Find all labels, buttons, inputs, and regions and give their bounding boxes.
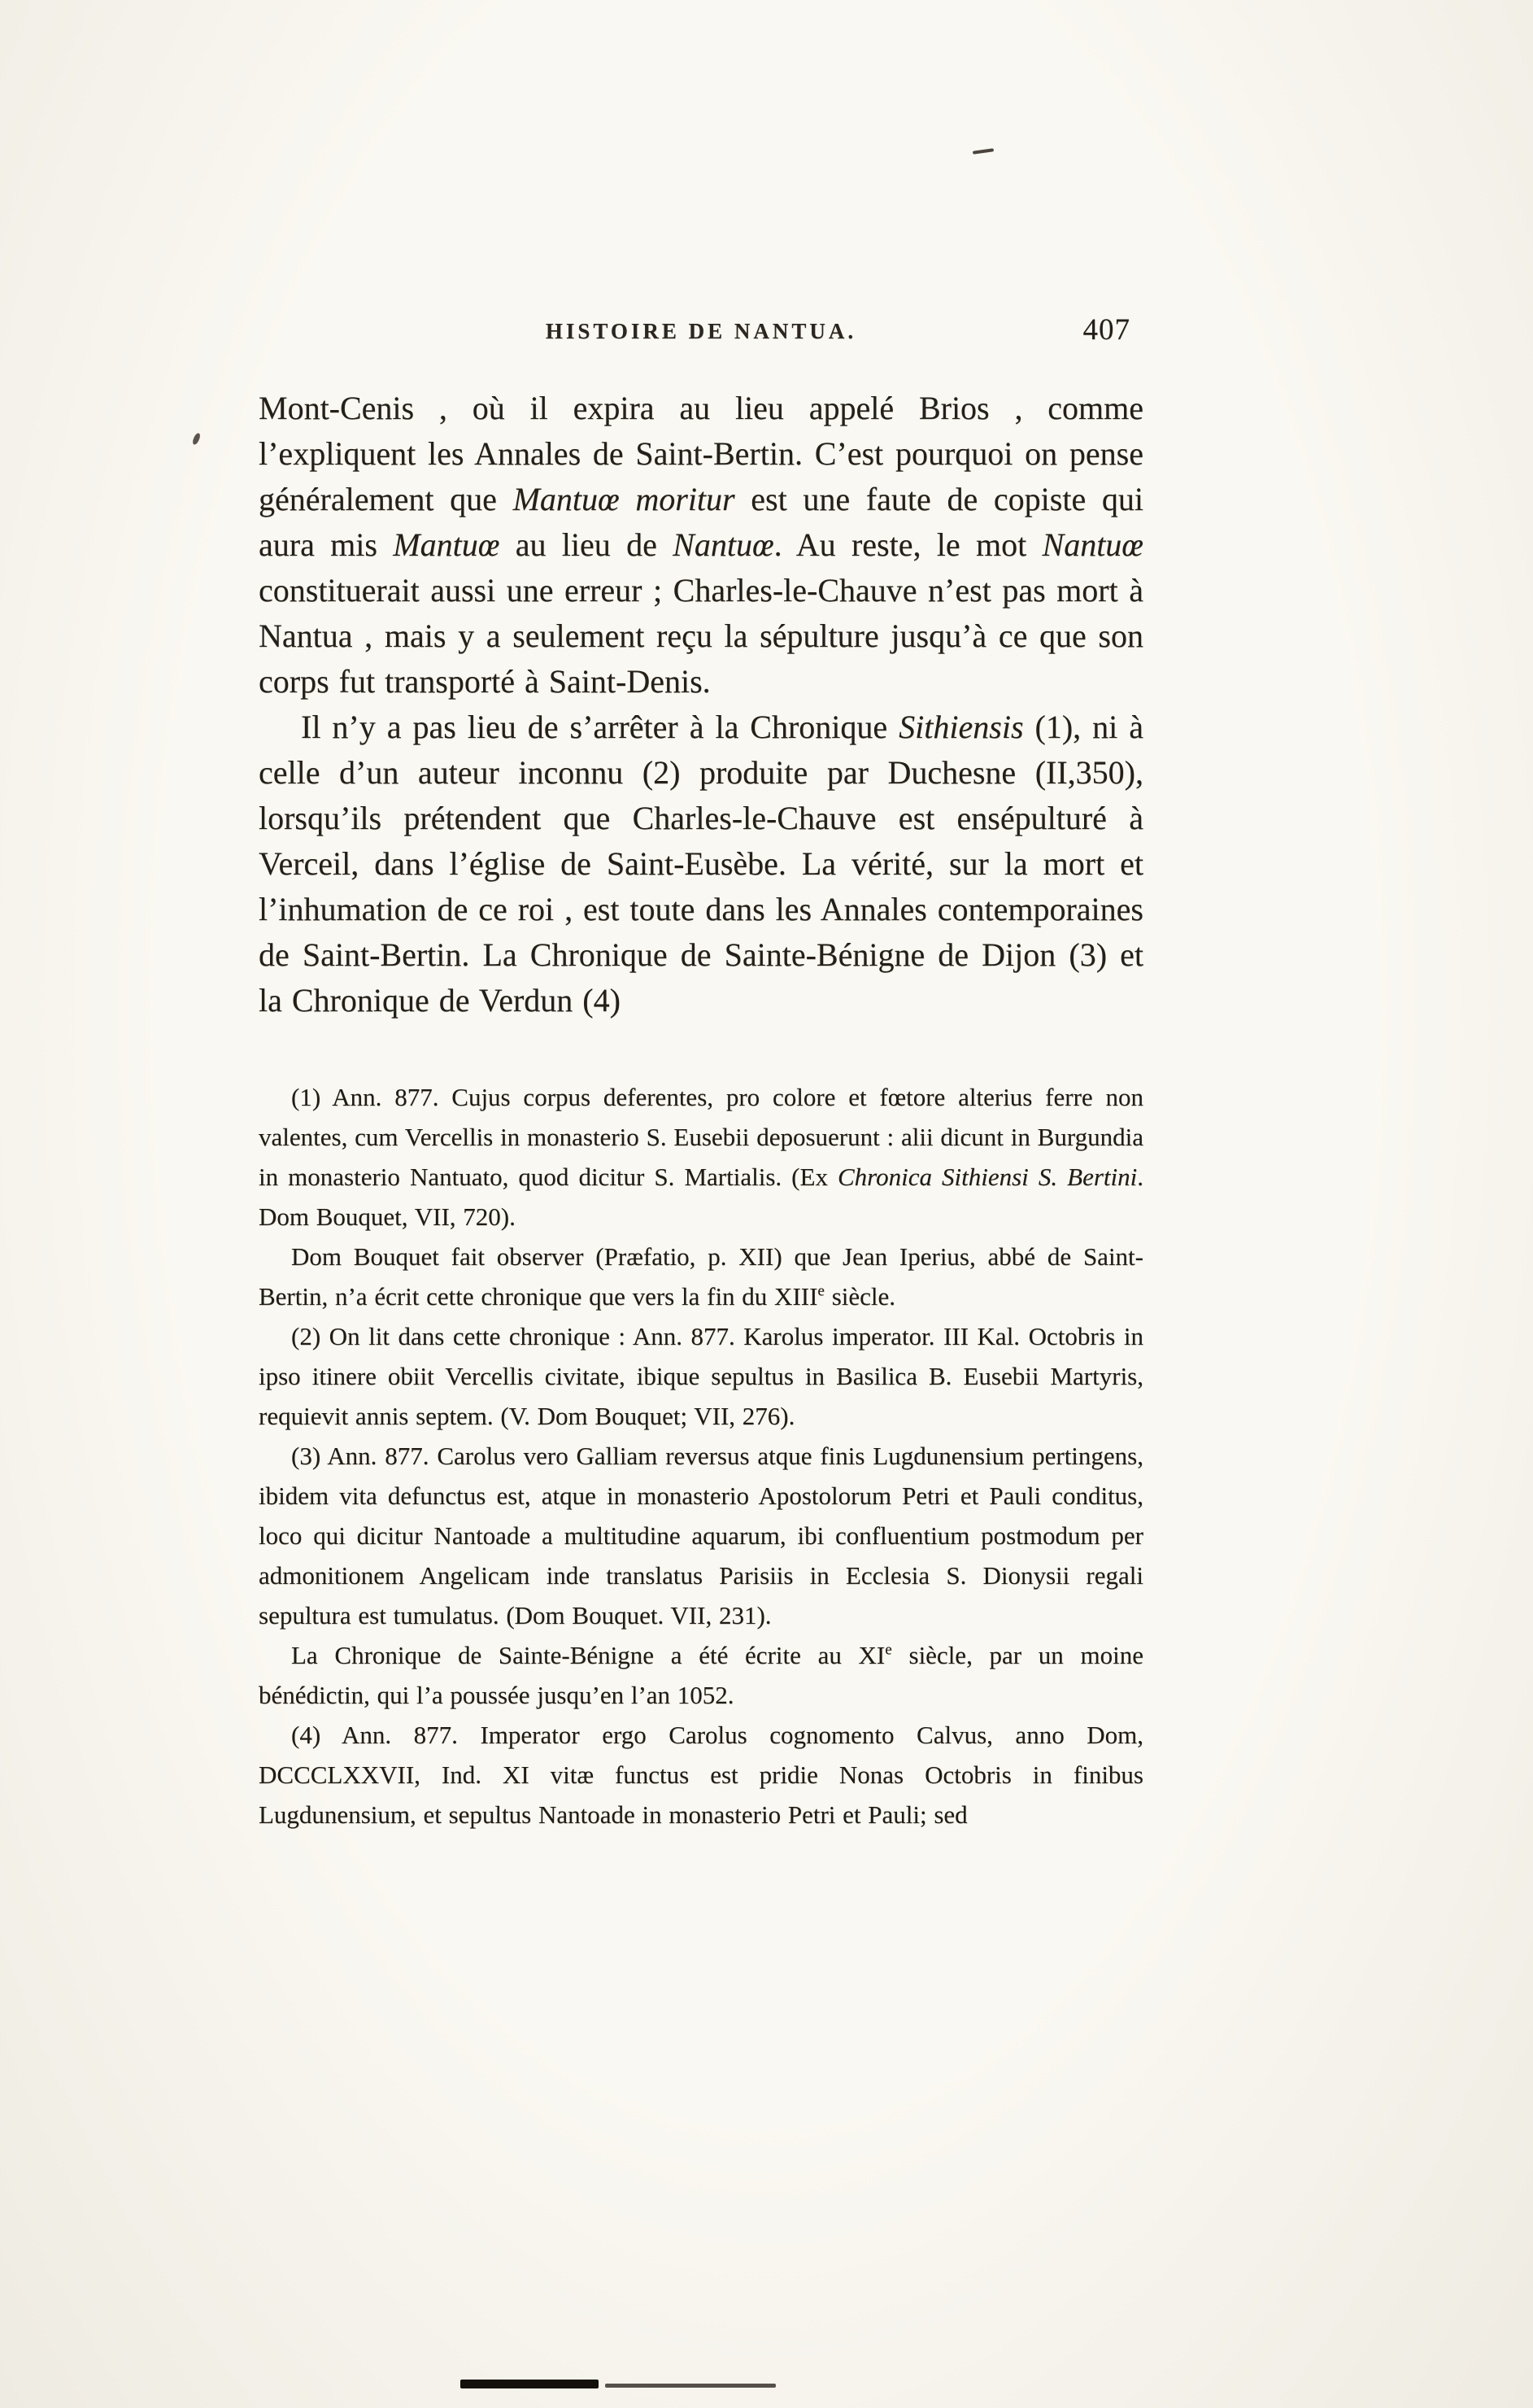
paragraph-mont-cenis [259, 386, 1143, 705]
scan-artifact-bottom-bar [460, 2380, 599, 2388]
text-run: constituerait aussi une erreur ; Charles-le-Chauve n’est pas mort à Nantua , mais y a seulement reçu la sépulture jusqu’à ce que son corps fut transporté à Saint-Denis. [259, 572, 1143, 700]
text-run: (4) Ann. 877. Imperator ergo Carolus cognomento Calvus, anno Dom, DCCCLXXVII, Ind. XI vitæ functus est pridie Nonas Octobris in finibus Lugdunensium, et sepultus Nantoade in monasterio Petri et Pauli; sed [259, 1721, 1143, 1829]
italic-text: Mantuœ moritur [512, 481, 735, 517]
italic-text: Nantuœ [1042, 526, 1143, 563]
superscript-text: e [885, 1641, 892, 1659]
scan-artifact-speck [192, 432, 201, 445]
footnote-1-remarque [259, 1237, 1143, 1316]
italic-text: Chronica Sithiensi S. Bertini [838, 1163, 1138, 1191]
text-run: (2) On lit dans cette chronique : Ann. 877. Karolus imperator. III Kal. Octobris in ipso itinere obiit Vercellis civitate, ibique sepultus in Basilica B. Eusebii Martyris, requievit annis septem. (V. Dom Bouquet; VII, 276). [259, 1322, 1143, 1430]
footnote-4 [259, 1715, 1143, 1834]
italic-text: Mantuœ [393, 526, 500, 563]
text-run: Mont-Cenis , où il expira au lieu appelé Brios , comme l’expliquent les Annales de Saint-Bertin. C’est pourquoi on pense généralement que [259, 390, 1143, 517]
page-number: 407 [1082, 313, 1130, 347]
text-run: Il n’y a pas lieu de s’arrêter à la Chronique [301, 709, 899, 745]
footnotes [259, 1077, 1143, 1834]
footnote-3 [259, 1436, 1143, 1635]
text-run: . Dom Bouquet, VII, 720). [259, 1163, 1143, 1231]
main-text [259, 386, 1143, 1023]
text-run: (3) Ann. 877. Carolus vero Galliam reversus atque finis Lugdunensium pertingens, ibidem vita defunctus est, atque in monasterio Apostolorum Petri et Pauli conditus, loco qui dicitur Nantoade a multitudine aquarum, ibi confluentium postmodum per admonitionem Angelicam inde translatus Parisiis in Ecclesia S. Dionysii regali sepultura est tumulatus. (Dom Bouquet. VII, 231). [259, 1442, 1143, 1629]
text-run: est une faute de copiste qui aura mis [259, 481, 1144, 563]
paragraph-chronique-sithiensis [259, 705, 1143, 1023]
text-run: (1) Ann. 877. Cujus corpus deferentes, pro colore et fœtore alterius ferre non valentes, cum Vercellis in monasterio S. Eusebii deposuerunt : alii dicunt in Burgundia in monasterio Nantuato, quod dicitur S. Martialis. (Ex [259, 1083, 1143, 1191]
text-run: au lieu de [499, 526, 673, 563]
text-column [259, 313, 1144, 1834]
scan-artifact-dash [973, 148, 994, 155]
footnote-3-remarque [259, 1635, 1143, 1715]
text-run: La Chronique de Sainte-Bénigne a été écrite au XI [291, 1641, 886, 1669]
text-run: (1), ni à celle d’un auteur inconnu (2) produite par Duchesne (II,350), lorsqu’ils prétendent que Charles-le-Chauve est ensépulturé à Verceil, dans l’église de Saint-Eusèbe. La vérité, sur la mort et l’inhumation de ce roi , est toute dans les Annales contemporaines de Saint-Bertin. La Chronique de Sainte-Bénigne de Dijon (3) et la Chronique de Verdun (4) [259, 709, 1143, 1019]
page-header [259, 313, 1143, 356]
italic-text: Sithiensis [899, 709, 1024, 745]
running-title: HISTOIRE DE NANTUA. [545, 319, 857, 343]
text-run: siècle, par un moine bénédictin, qui l’a poussée jusqu’en l’an 1052. [259, 1641, 1143, 1709]
scan-artifact-bottom-line [605, 2384, 776, 2388]
text-run: siècle. [824, 1282, 896, 1311]
footnote-2 [259, 1316, 1143, 1436]
footnote-1 [259, 1077, 1143, 1237]
text-run: Dom Bouquet fait observer (Præfatio, p. XII) que Jean Iperius, abbé de Saint-Bertin, n’a écrit cette chronique que vers la fin du XIII [259, 1242, 1143, 1311]
superscript-text: e [817, 1282, 825, 1300]
italic-text: Nantuœ [673, 526, 774, 563]
text-run: . Au reste, le mot [773, 526, 1043, 563]
